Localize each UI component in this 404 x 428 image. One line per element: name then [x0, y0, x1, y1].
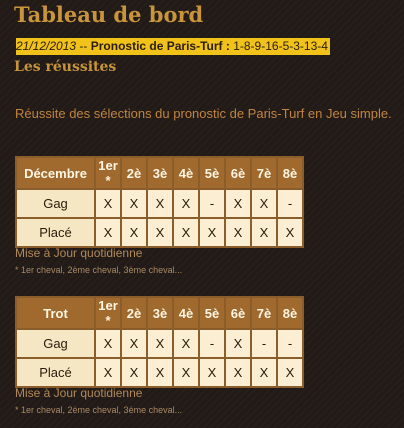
result-cell: -	[277, 189, 303, 218]
category-header: Trot	[16, 297, 95, 329]
table-header-row	[16, 297, 303, 329]
col-header: 2è	[121, 157, 147, 189]
update-note: Mise à Jour quotidienne	[15, 386, 143, 400]
result-cell: X	[147, 189, 173, 218]
result-cell: X	[95, 189, 121, 218]
result-cell: -	[251, 329, 277, 358]
page-title: Tableau de bord	[14, 2, 204, 27]
result-cell: X	[199, 358, 225, 387]
result-cell: X	[251, 218, 277, 247]
result-cell: X	[121, 218, 147, 247]
result-cell: X	[147, 329, 173, 358]
col-header: 5è	[199, 297, 225, 329]
col-header: 8è	[277, 157, 303, 189]
result-cell: X	[173, 189, 199, 218]
result-cell: -	[199, 189, 225, 218]
results-table-trot	[15, 296, 304, 388]
table-header-row	[16, 157, 303, 189]
col-header: 5è	[199, 157, 225, 189]
ticker-label: Pronostic de Paris-Turf :	[90, 39, 230, 53]
col-header: 6è	[225, 297, 251, 329]
col-header: 2è	[121, 297, 147, 329]
result-cell: -	[277, 329, 303, 358]
col-header: 1er *	[95, 157, 121, 189]
table-row	[16, 218, 303, 247]
result-cell: X	[251, 189, 277, 218]
col-header: 8è	[277, 297, 303, 329]
col-header: 1er *	[95, 297, 121, 329]
result-cell: X	[173, 218, 199, 247]
ticker-separator: --	[76, 39, 91, 53]
results-table-december	[15, 156, 304, 248]
result-cell: X	[251, 358, 277, 387]
col-header: 7è	[251, 157, 277, 189]
result-cell: X	[121, 329, 147, 358]
ticker-value: 1-8-9-16-5-3-13-4	[229, 39, 328, 53]
col-header: 3è	[147, 157, 173, 189]
table-row	[16, 189, 303, 218]
ticker-date: 21/12/2013	[16, 39, 77, 53]
table-row	[16, 329, 303, 358]
col-header: 6è	[225, 157, 251, 189]
col-header: 7è	[251, 297, 277, 329]
update-note: Mise à Jour quotidienne	[15, 246, 143, 260]
pronostic-ticker[interactable]	[16, 38, 330, 55]
row-label: Placé	[16, 358, 95, 387]
result-cell: X	[199, 218, 225, 247]
result-cell: X	[147, 218, 173, 247]
table-row	[16, 358, 303, 387]
section-description: Réussite des sélections du pronostic de Paris-Turf en Jeu simple.	[15, 106, 392, 121]
result-cell: X	[225, 189, 251, 218]
category-header: Décembre	[16, 157, 95, 189]
result-cell: X	[121, 189, 147, 218]
footnote: * 1er cheval, 2ème cheval, 3ème cheval...	[15, 405, 183, 415]
footnote: * 1er cheval, 2ème cheval, 3ème cheval...	[15, 265, 183, 275]
result-cell: X	[225, 329, 251, 358]
row-label: Gag	[16, 329, 95, 358]
result-cell: X	[95, 358, 121, 387]
result-cell: X	[173, 358, 199, 387]
result-cell: X	[173, 329, 199, 358]
col-header: 4è	[173, 297, 199, 329]
result-cell: -	[199, 329, 225, 358]
result-cell: X	[225, 358, 251, 387]
result-cell: X	[147, 358, 173, 387]
col-header: 3è	[147, 297, 173, 329]
col-header: 4è	[173, 157, 199, 189]
result-cell: X	[277, 218, 303, 247]
result-cell: X	[95, 218, 121, 247]
result-cell: X	[121, 358, 147, 387]
result-cell: X	[225, 218, 251, 247]
row-label: Gag	[16, 189, 95, 218]
row-label: Placé	[16, 218, 95, 247]
result-cell: X	[95, 329, 121, 358]
section-subtitle: Les réussites	[14, 59, 117, 75]
result-cell: X	[277, 358, 303, 387]
